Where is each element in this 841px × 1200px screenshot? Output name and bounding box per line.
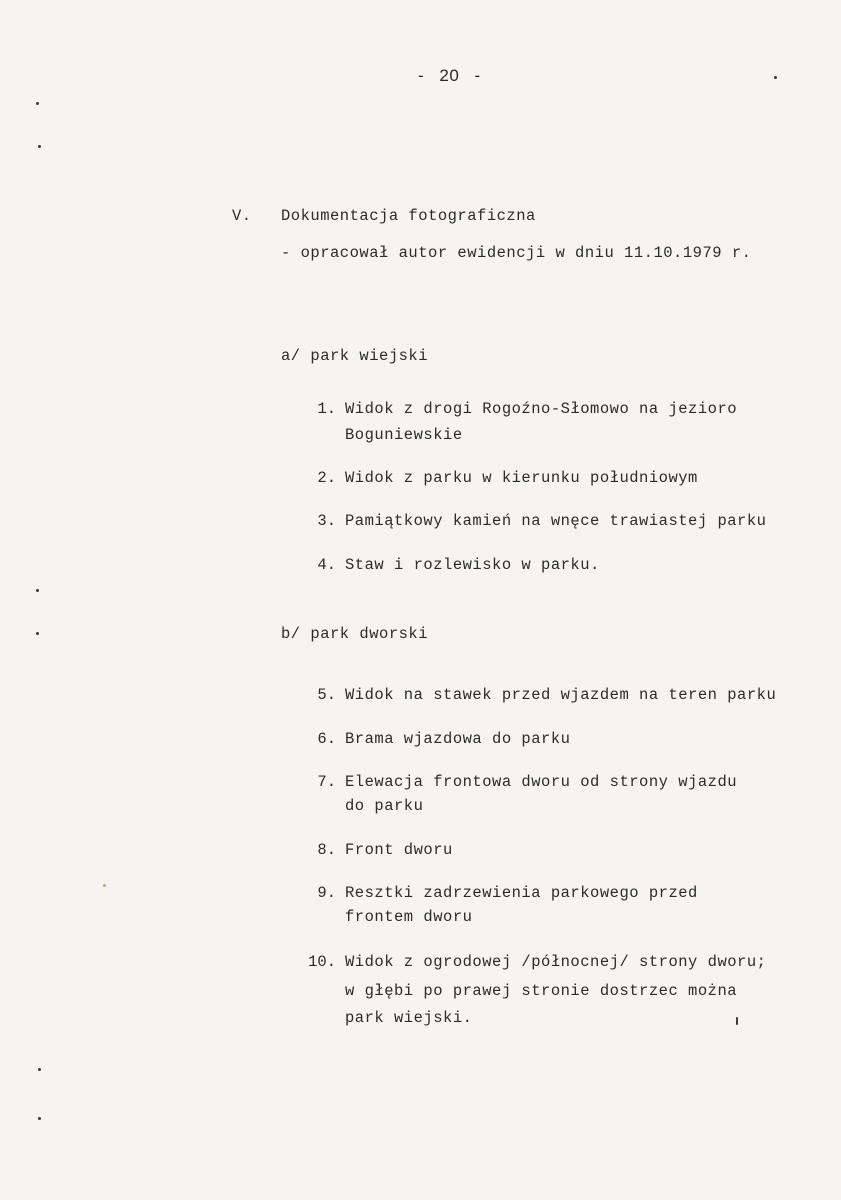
group-label-b: b/ park dworski: [281, 625, 429, 643]
item-text: Elewacja frontowa dworu od strony wjazdu: [345, 773, 738, 791]
item-text: w głębi po prawej stronie dostrzec można: [345, 982, 738, 1000]
paper-speck: [103, 884, 106, 887]
section-subtitle: - opracował autor ewidencji w dniu 11.10.1979 r.: [281, 244, 752, 262]
item-number: 2.: [317, 469, 336, 487]
item-text: park wiejski.: [345, 1009, 473, 1027]
item-text: Widok z drogi Rogoźno-Słomowo na jezioro: [345, 400, 738, 418]
item-text: Widok z parku w kierunku południowym: [345, 469, 698, 487]
item-text: Front dworu: [345, 841, 453, 859]
item-text: Brama wjazdowa do parku: [345, 730, 571, 748]
paper-speck: [736, 1017, 738, 1025]
item-number: 6.: [317, 730, 336, 748]
section-numeral: V.: [232, 207, 252, 225]
item-text: Widok z ogrodowej /północnej/ strony dworu;: [345, 953, 767, 971]
paper-speck: [38, 145, 41, 148]
item-number: 4.: [317, 556, 336, 574]
item-text: do parku: [345, 797, 424, 815]
page-number: - 20 -: [418, 66, 481, 85]
item-text: Pamiątkowy kamień na wnęce trawiastej parku: [345, 512, 767, 530]
paper-speck: [38, 1117, 41, 1120]
item-number: 9.: [317, 884, 336, 902]
item-text: frontem dworu: [345, 908, 473, 926]
item-number: 5.: [317, 686, 336, 704]
paper-speck: [38, 1068, 41, 1071]
group-label-a: a/ park wiejski: [281, 347, 429, 365]
section-title: Dokumentacja fotograficzna: [281, 207, 536, 225]
paper-speck: [36, 589, 39, 592]
paper-speck: [774, 76, 777, 79]
item-text: Widok na stawek przed wjazdem na teren parku: [345, 686, 777, 704]
item-number: 10.: [308, 953, 336, 971]
item-number: 8.: [317, 841, 336, 859]
paper-speck: [36, 102, 39, 105]
item-text: Staw i rozlewisko w parku.: [345, 556, 600, 574]
item-text: Boguniewskie: [345, 426, 463, 444]
item-number: 3.: [317, 512, 336, 530]
item-number: 1.: [317, 400, 336, 418]
paper-speck: [36, 632, 39, 635]
item-text: Resztki zadrzewienia parkowego przed: [345, 884, 698, 902]
item-number: 7.: [317, 773, 336, 791]
